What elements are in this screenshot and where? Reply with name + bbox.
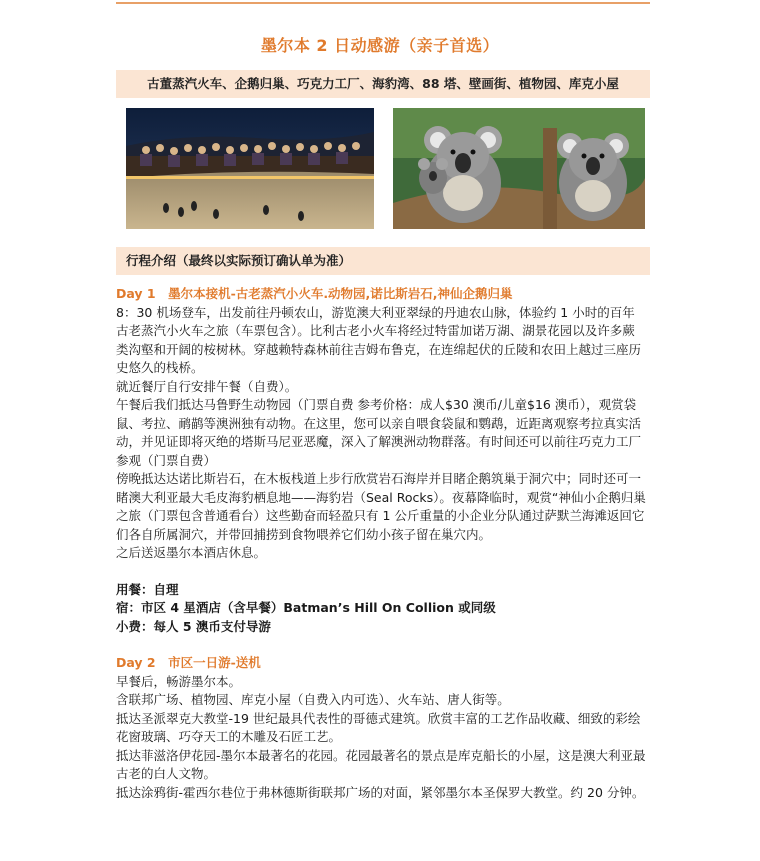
day1-paragraph: 傍晚抵达达诺比斯岩石，在木板栈道上步行欣赏岩石海岸并目睹企鹅筑巢于洞穴中；同时还可一睹澳大利亚最大毛皮海豹栖息地——海豹岩（Seal Rocks）。夜幕降临时，观赏“神仙小企鹅归巢之旅（门票包含普通看台）这些勤奋而轻盈只有 1 公斤重量的小企业分队通过萨默兰海滩返回它们各自所属洞穴，并带回捕捞到食物喂养它们幼小孩子留在巢穴内。 [116, 471, 646, 542]
day1-meal: 用餐：自理 [116, 581, 179, 597]
page-title: 墨尔本 2 日动感游（亲子首选） [260, 36, 500, 55]
day1-paragraph: 就近餐厅自行安排午餐（自费）。 [116, 378, 298, 394]
day2-paragraph: 早餐后，畅游墨尔本。 [116, 673, 242, 689]
day1-tip: 小费：每人 5 澳币支付导游 [116, 618, 271, 634]
day1-paragraph: 8：30 机场登车，出发前往丹顿农山，游览澳大利亚翠绿的丹迪农山脉，体验约 1 小时的百年古老蒸汽小火车之旅（车票包含）。比利古老小火车将经过特雷加诺万湖、湖景花园以及许多蕨类沟壑和开阔的桉树林。穿越赖特森林前往吉姆布鲁克，在连绵起伏的丘陵和农田上越过三座历史悠久的栈桥。 [116, 304, 642, 375]
day2-paragraph: 抵达圣派翠克大教堂-19 世纪最具代表性的哥德式建筑。欣赏丰富的工艺作品收藏、细致的彩绘花窗玻璃、巧夺天工的木雕及石匠工艺。 [116, 710, 641, 744]
day1-title: Day 1 墨尔本接机-古老蒸汽小火车.动物园,诺比斯岩石,神仙企鹅归巢 [116, 286, 513, 301]
penguin-parade-photo [126, 108, 374, 229]
day2-paragraph: 抵达涂鸦街-霍西尔巷位于弗林德斯街联邦广场的对面，紧邻墨尔本圣保罗大教堂。约 20 分钟。 [116, 784, 645, 800]
day1-paragraph: 午餐后我们抵达马鲁野生动物园（门票自费 参考价格：成人$30 澳币/儿童$16 澳币），观赏袋鼠、考拉、鸸鹋等澳洲独有动物。在这里，您可以亲自喂食袋鼠和鹦鹉，近距离观察考拉真实活动，并见证即将灭绝的塔斯马尼亚恶魔，深入了解澳洲动物群落。有时间还可以前往巧克力工厂参观（门票自费） [116, 397, 642, 468]
itinerary-intro-banner: 行程介绍（最终以实际预订确认单为准） [116, 247, 650, 275]
day2-paragraph: 抵达菲滋洛伊花园-墨尔本最著名的花园。花园最著名的景点是库克船长的小屋，这是澳大利亚最古老的白人文物。 [116, 747, 646, 781]
day2-paragraph: 含联邦广场、植物园、库克小屋（自费入内可选）、火车站、唐人街等。 [116, 692, 510, 707]
day1-hotel: 宿：市区 4 星酒店（含早餐）Batman’s Hill On Collion 或同级 [116, 600, 496, 615]
top-divider [116, 2, 650, 4]
koala-photo [393, 108, 645, 229]
day2-title: Day 2 市区一日游-送机 [116, 655, 261, 670]
itinerary-content [116, 285, 646, 802]
day1-paragraph: 之后送返墨尔本酒店休息。 [116, 545, 267, 560]
sights-banner: 古董蒸汽火车、企鹅归巢、巧克力工厂、海豹湾、88 塔、壁画街、植物园、库克小屋 [116, 70, 650, 98]
